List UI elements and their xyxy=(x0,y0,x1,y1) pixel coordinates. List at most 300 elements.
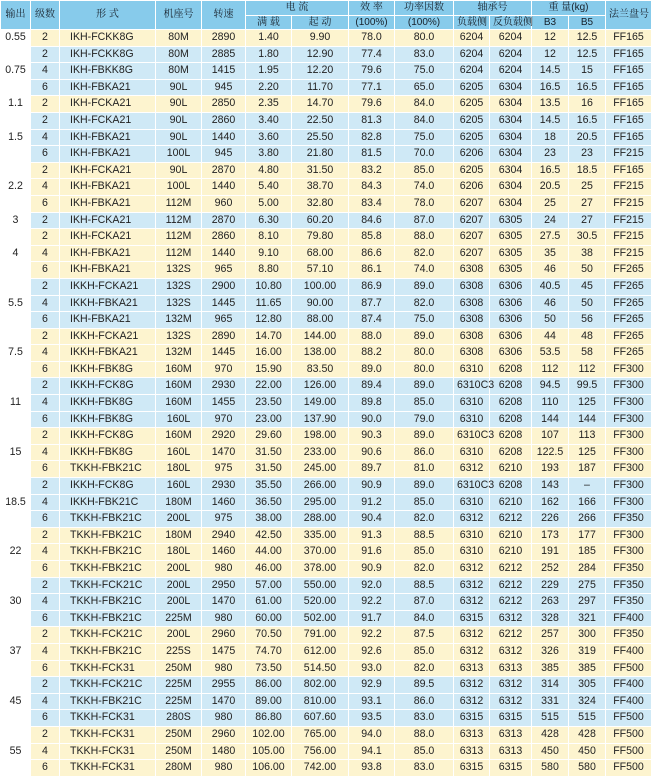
cell-poles: 6 xyxy=(31,461,60,478)
cell-current-full: 102.00 xyxy=(246,726,292,743)
cell-bearing-load: 6308 xyxy=(454,312,490,329)
cell-flange: FF265 xyxy=(606,262,652,279)
cell-current-start: 245.00 xyxy=(292,461,349,478)
cell-current-start: 266.00 xyxy=(292,478,349,495)
cell-output: 1.1 xyxy=(1,96,31,113)
cell-poles: 6 xyxy=(31,561,60,578)
cell-poles: 2 xyxy=(31,428,60,445)
cell-efficiency: 90.9 xyxy=(349,561,395,578)
cell-power-factor: 82.0 xyxy=(395,245,454,262)
cell-output: 11 xyxy=(1,378,31,428)
cell-bearing-load: 6315 xyxy=(454,760,490,777)
cell-speed: 960 xyxy=(202,195,246,212)
cell-model: IKKH-FBKA21 xyxy=(60,345,156,362)
table-row xyxy=(1,46,652,63)
cell-weight-b5: 166 xyxy=(569,494,606,511)
cell-current-start: 22.50 xyxy=(292,112,349,129)
cell-weight-b3: 16.5 xyxy=(532,79,569,96)
table-row xyxy=(1,245,652,262)
cell-flange: FF500 xyxy=(606,710,652,727)
cell-current-full: 74.70 xyxy=(246,643,292,660)
table-row xyxy=(1,577,652,594)
table-row xyxy=(1,328,652,345)
cell-bearing-counter: 6313 xyxy=(490,660,532,677)
cell-current-start: 68.00 xyxy=(292,245,349,262)
cell-weight-b5: 125 xyxy=(569,395,606,412)
cell-model: IKH-FBKA21 xyxy=(60,179,156,196)
cell-bearing-counter: 6304 xyxy=(490,79,532,96)
cell-bearing-counter: 6208 xyxy=(490,444,532,461)
cell-weight-b5: 319 xyxy=(569,643,606,660)
cell-efficiency: 87.4 xyxy=(349,312,395,329)
cell-power-factor: 83.0 xyxy=(395,46,454,63)
cell-weight-b5: 20.5 xyxy=(569,129,606,146)
cell-current-full: 31.50 xyxy=(246,461,292,478)
cell-current-full: 23.00 xyxy=(246,411,292,428)
cell-current-full: 8.10 xyxy=(246,229,292,246)
cell-output: 18.5 xyxy=(1,478,31,528)
cell-poles: 2 xyxy=(31,229,60,246)
cell-poles: 4 xyxy=(31,444,60,461)
cell-flange: FF500 xyxy=(606,743,652,760)
cell-speed: 1445 xyxy=(202,295,246,312)
cell-model: TKKH-FCK21C xyxy=(60,627,156,644)
cell-flange: FF215 xyxy=(606,245,652,262)
cell-bearing-counter: 6304 xyxy=(490,112,532,129)
header-model: 形 式 xyxy=(60,1,156,30)
cell-poles: 2 xyxy=(31,46,60,63)
cell-poles: 6 xyxy=(31,660,60,677)
cell-power-factor: 82.0 xyxy=(395,561,454,578)
cell-weight-b3: 24 xyxy=(532,212,569,229)
cell-frame: 250M xyxy=(156,743,202,760)
cell-model: TKKH-FBK21C xyxy=(60,544,156,561)
cell-weight-b3: 580 xyxy=(532,760,569,777)
cell-speed: 2860 xyxy=(202,229,246,246)
cell-speed: 1415 xyxy=(202,63,246,80)
cell-bearing-counter: 6204 xyxy=(490,30,532,47)
cell-speed: 1460 xyxy=(202,544,246,561)
cell-frame: 132M xyxy=(156,312,202,329)
cell-efficiency: 88.2 xyxy=(349,345,395,362)
cell-weight-b3: 16.5 xyxy=(532,162,569,179)
cell-output: 22 xyxy=(1,527,31,577)
table-row xyxy=(1,63,652,80)
table-row xyxy=(1,212,652,229)
cell-power-factor: 85.0 xyxy=(395,743,454,760)
cell-current-full: 3.60 xyxy=(246,129,292,146)
table-row xyxy=(1,643,652,660)
cell-model: IKKH-FBKA21 xyxy=(60,295,156,312)
cell-poles: 4 xyxy=(31,345,60,362)
cell-bearing-counter: 6306 xyxy=(490,345,532,362)
cell-weight-b5: 15 xyxy=(569,63,606,80)
cell-current-full: 86.00 xyxy=(246,677,292,694)
cell-efficiency: 78.0 xyxy=(349,30,395,47)
cell-power-factor: 65.0 xyxy=(395,79,454,96)
header-flange: 法兰盘号 xyxy=(606,1,652,30)
cell-efficiency: 91.7 xyxy=(349,610,395,627)
cell-bearing-counter: 6313 xyxy=(490,726,532,743)
cell-weight-b3: 14.5 xyxy=(532,63,569,80)
cell-bearing-counter: 6315 xyxy=(490,760,532,777)
cell-model: TKKH-FCK31 xyxy=(60,760,156,777)
cell-speed: 2870 xyxy=(202,212,246,229)
cell-current-start: 100.00 xyxy=(292,278,349,295)
cell-flange: FF300 xyxy=(606,544,652,561)
cell-poles: 6 xyxy=(31,262,60,279)
header-bearing: 轴承号 xyxy=(454,1,532,16)
cell-weight-b3: 53.5 xyxy=(532,345,569,362)
table-row xyxy=(1,527,652,544)
cell-current-full: 8.80 xyxy=(246,262,292,279)
cell-flange: FF400 xyxy=(606,677,652,694)
cell-weight-b5: 30.5 xyxy=(569,229,606,246)
cell-current-start: 126.00 xyxy=(292,378,349,395)
cell-model: IKH-FBKA21 xyxy=(60,79,156,96)
cell-current-start: 288.00 xyxy=(292,511,349,528)
cell-model: IKH-FCKA21 xyxy=(60,229,156,246)
cell-speed: 1440 xyxy=(202,129,246,146)
cell-weight-b3: 46 xyxy=(532,295,569,312)
cell-weight-b5: 385 xyxy=(569,660,606,677)
table-row xyxy=(1,345,652,362)
cell-frame: 180L xyxy=(156,461,202,478)
table-row xyxy=(1,129,652,146)
cell-speed: 965 xyxy=(202,262,246,279)
table-row xyxy=(1,743,652,760)
cell-weight-b3: 13.5 xyxy=(532,96,569,113)
cell-weight-b5: 99.5 xyxy=(569,378,606,395)
cell-bearing-load: 6312 xyxy=(454,594,490,611)
cell-current-start: 12.90 xyxy=(292,46,349,63)
cell-weight-b3: 162 xyxy=(532,494,569,511)
cell-output: 4 xyxy=(1,229,31,279)
cell-bearing-counter: 6212 xyxy=(490,511,532,528)
cell-flange: FF300 xyxy=(606,361,652,378)
cell-bearing-counter: 6312 xyxy=(490,677,532,694)
cell-power-factor: 75.0 xyxy=(395,129,454,146)
header-current: 电 流 xyxy=(246,1,349,16)
cell-efficiency: 84.6 xyxy=(349,212,395,229)
cell-current-start: 520.00 xyxy=(292,594,349,611)
cell-bearing-load: 6313 xyxy=(454,660,490,677)
cell-efficiency: 90.3 xyxy=(349,428,395,445)
cell-speed: 2890 xyxy=(202,328,246,345)
cell-efficiency: 92.2 xyxy=(349,627,395,644)
cell-poles: 2 xyxy=(31,162,60,179)
table-header xyxy=(1,1,652,30)
table-row xyxy=(1,411,652,428)
cell-frame: 200L xyxy=(156,577,202,594)
cell-weight-b3: 229 xyxy=(532,577,569,594)
cell-frame: 132M xyxy=(156,345,202,362)
cell-poles: 2 xyxy=(31,677,60,694)
cell-current-start: 31.50 xyxy=(292,162,349,179)
cell-flange: FF165 xyxy=(606,46,652,63)
cell-frame: 180L xyxy=(156,544,202,561)
cell-efficiency: 86.9 xyxy=(349,278,395,295)
cell-model: IKH-FBKA21 xyxy=(60,312,156,329)
cell-speed: 2850 xyxy=(202,96,246,113)
cell-poles: 2 xyxy=(31,726,60,743)
cell-flange: FF165 xyxy=(606,112,652,129)
cell-model: IKKH-FCK8G xyxy=(60,428,156,445)
cell-weight-b3: 12 xyxy=(532,30,569,47)
cell-weight-b5: 125 xyxy=(569,444,606,461)
cell-poles: 2 xyxy=(31,478,60,495)
cell-flange: FF165 xyxy=(606,129,652,146)
cell-flange: FF400 xyxy=(606,610,652,627)
cell-weight-b3: 20.5 xyxy=(532,179,569,196)
cell-power-factor: 87.0 xyxy=(395,594,454,611)
cell-bearing-load: 6205 xyxy=(454,96,490,113)
cell-speed: 2940 xyxy=(202,527,246,544)
cell-frame: 225M xyxy=(156,677,202,694)
cell-power-factor: 82.0 xyxy=(395,511,454,528)
cell-current-start: 198.00 xyxy=(292,428,349,445)
cell-current-full: 106.00 xyxy=(246,760,292,777)
cell-flange: FF265 xyxy=(606,312,652,329)
cell-speed: 945 xyxy=(202,146,246,163)
table-row xyxy=(1,30,652,47)
cell-current-start: 514.50 xyxy=(292,660,349,677)
cell-weight-b3: 252 xyxy=(532,561,569,578)
header-current-full: 满 载 xyxy=(246,16,292,30)
cell-weight-b5: 275 xyxy=(569,577,606,594)
cell-efficiency: 77.4 xyxy=(349,46,395,63)
cell-current-full: 61.00 xyxy=(246,594,292,611)
cell-poles: 6 xyxy=(31,146,60,163)
cell-poles: 6 xyxy=(31,411,60,428)
table-row xyxy=(1,660,652,677)
cell-bearing-load: 6310 xyxy=(454,494,490,511)
cell-poles: 4 xyxy=(31,494,60,511)
cell-weight-b3: 107 xyxy=(532,428,569,445)
cell-weight-b5: 185 xyxy=(569,544,606,561)
cell-poles: 2 xyxy=(31,527,60,544)
cell-speed: 980 xyxy=(202,760,246,777)
cell-current-full: 60.00 xyxy=(246,610,292,627)
cell-flange: FF400 xyxy=(606,693,652,710)
cell-bearing-load: 6312 xyxy=(454,461,490,478)
cell-current-full: 4.80 xyxy=(246,162,292,179)
cell-weight-b3: 94.5 xyxy=(532,378,569,395)
cell-current-full: 105.00 xyxy=(246,743,292,760)
cell-efficiency: 91.2 xyxy=(349,494,395,511)
cell-power-factor: 84.0 xyxy=(395,610,454,627)
cell-weight-b3: 110 xyxy=(532,395,569,412)
cell-bearing-counter: 6312 xyxy=(490,693,532,710)
cell-poles: 2 xyxy=(31,112,60,129)
cell-weight-b5: 321 xyxy=(569,610,606,627)
cell-efficiency: 89.0 xyxy=(349,361,395,378)
cell-poles: 4 xyxy=(31,544,60,561)
cell-weight-b5: 50 xyxy=(569,295,606,312)
cell-current-start: 9.90 xyxy=(292,30,349,47)
cell-flange: FF265 xyxy=(606,328,652,345)
cell-current-start: 612.00 xyxy=(292,643,349,660)
cell-model: IKH-FCKA21 xyxy=(60,112,156,129)
cell-model: TKKH-FCK31 xyxy=(60,743,156,760)
table-row xyxy=(1,693,652,710)
cell-bearing-counter: 6212 xyxy=(490,627,532,644)
cell-weight-b3: 18 xyxy=(532,129,569,146)
cell-weight-b5: 112 xyxy=(569,361,606,378)
cell-frame: 180M xyxy=(156,494,202,511)
cell-bearing-load: 6308 xyxy=(454,262,490,279)
cell-frame: 132S xyxy=(156,328,202,345)
table-row xyxy=(1,561,652,578)
cell-poles: 6 xyxy=(31,312,60,329)
cell-flange: FF400 xyxy=(606,643,652,660)
table-row xyxy=(1,710,652,727)
cell-model: TKKH-FBK21C xyxy=(60,461,156,478)
cell-power-factor: 85.0 xyxy=(395,162,454,179)
cell-speed: 2890 xyxy=(202,30,246,47)
cell-current-start: 149.00 xyxy=(292,395,349,412)
cell-frame: 200L xyxy=(156,561,202,578)
cell-efficiency: 94.0 xyxy=(349,726,395,743)
cell-speed: 980 xyxy=(202,561,246,578)
cell-poles: 6 xyxy=(31,195,60,212)
cell-model: TKKH-FBK21C xyxy=(60,693,156,710)
cell-weight-b3: 328 xyxy=(532,610,569,627)
cell-frame: 280S xyxy=(156,710,202,727)
cell-bearing-counter: 6210 xyxy=(490,461,532,478)
table-row xyxy=(1,162,652,179)
cell-frame: 160M xyxy=(156,378,202,395)
cell-model: TKKH-FBK21C xyxy=(60,594,156,611)
cell-current-start: 791.00 xyxy=(292,627,349,644)
cell-flange: FF300 xyxy=(606,494,652,511)
cell-bearing-counter: 6208 xyxy=(490,411,532,428)
cell-speed: 2960 xyxy=(202,726,246,743)
cell-bearing-load: 6308 xyxy=(454,295,490,312)
cell-model: IKKH-FBK21C xyxy=(60,494,156,511)
cell-bearing-load: 6310 xyxy=(454,411,490,428)
cell-current-start: 25.50 xyxy=(292,129,349,146)
cell-frame: 225M xyxy=(156,693,202,710)
cell-efficiency: 94.1 xyxy=(349,743,395,760)
cell-bearing-counter: 6305 xyxy=(490,245,532,262)
cell-efficiency: 89.7 xyxy=(349,461,395,478)
cell-current-full: 3.40 xyxy=(246,112,292,129)
cell-bearing-counter: 6208 xyxy=(490,395,532,412)
cell-speed: 2885 xyxy=(202,46,246,63)
cell-bearing-load: 6312 xyxy=(454,677,490,694)
cell-current-start: 79.80 xyxy=(292,229,349,246)
cell-current-start: 38.70 xyxy=(292,179,349,196)
cell-frame: 80M xyxy=(156,46,202,63)
table-row xyxy=(1,594,652,611)
cell-current-full: 38.00 xyxy=(246,511,292,528)
cell-power-factor: 74.0 xyxy=(395,262,454,279)
cell-bearing-load: 6313 xyxy=(454,726,490,743)
cell-poles: 2 xyxy=(31,577,60,594)
cell-frame: 90L xyxy=(156,162,202,179)
cell-current-full: 22.00 xyxy=(246,378,292,395)
table-row xyxy=(1,461,652,478)
cell-model: IKKH-FBK8G xyxy=(60,444,156,461)
cell-power-factor: 83.0 xyxy=(395,710,454,727)
cell-flange: FF165 xyxy=(606,79,652,96)
cell-efficiency: 93.5 xyxy=(349,710,395,727)
cell-flange: FF165 xyxy=(606,63,652,80)
cell-current-full: 89.00 xyxy=(246,693,292,710)
cell-bearing-counter: 6306 xyxy=(490,312,532,329)
cell-bearing-load: 6207 xyxy=(454,195,490,212)
cell-efficiency: 93.0 xyxy=(349,660,395,677)
cell-bearing-load: 6207 xyxy=(454,229,490,246)
header-weight: 重 量(kg) xyxy=(532,1,606,16)
cell-model: IKH-FCKA21 xyxy=(60,162,156,179)
table-row xyxy=(1,511,652,528)
cell-bearing-counter: 6305 xyxy=(490,262,532,279)
cell-speed: 1475 xyxy=(202,643,246,660)
cell-output: 0.75 xyxy=(1,46,31,96)
cell-weight-b5: 16.5 xyxy=(569,112,606,129)
cell-model: IKH-FCKK8G xyxy=(60,30,156,47)
cell-model: TKKH-FBK21C xyxy=(60,511,156,528)
cell-weight-b3: 191 xyxy=(532,544,569,561)
cell-efficiency: 81.3 xyxy=(349,112,395,129)
cell-efficiency: 83.4 xyxy=(349,195,395,212)
cell-model: IKKH-FCK8G xyxy=(60,378,156,395)
cell-efficiency: 90.0 xyxy=(349,411,395,428)
cell-flange: FF300 xyxy=(606,527,652,544)
cell-bearing-counter: 6304 xyxy=(490,179,532,196)
cell-frame: 132S xyxy=(156,278,202,295)
cell-efficiency: 89.4 xyxy=(349,378,395,395)
cell-bearing-counter: 6208 xyxy=(490,361,532,378)
cell-flange: FF500 xyxy=(606,660,652,677)
cell-speed: 1470 xyxy=(202,594,246,611)
cell-frame: 200L xyxy=(156,594,202,611)
cell-poles: 2 xyxy=(31,212,60,229)
cell-current-start: 335.00 xyxy=(292,527,349,544)
cell-current-start: 607.60 xyxy=(292,710,349,727)
cell-bearing-counter: 6304 xyxy=(490,129,532,146)
header-bearing-load: 负载侧 xyxy=(454,16,490,30)
table-row xyxy=(1,494,652,511)
cell-weight-b3: 25 xyxy=(532,195,569,212)
cell-current-full: 57.00 xyxy=(246,577,292,594)
cell-bearing-load: 6312 xyxy=(454,693,490,710)
cell-bearing-load: 6310C3 xyxy=(454,378,490,395)
cell-power-factor: 75.0 xyxy=(395,312,454,329)
cell-current-full: 2.20 xyxy=(246,79,292,96)
cell-bearing-load: 6207 xyxy=(454,245,490,262)
cell-power-factor: 85.0 xyxy=(395,494,454,511)
cell-poles: 6 xyxy=(31,79,60,96)
cell-poles: 4 xyxy=(31,245,60,262)
cell-poles: 2 xyxy=(31,328,60,345)
cell-weight-b5: 284 xyxy=(569,561,606,578)
cell-weight-b3: 385 xyxy=(532,660,569,677)
cell-weight-b5: 16 xyxy=(569,96,606,113)
cell-efficiency: 87.7 xyxy=(349,295,395,312)
cell-speed: 1440 xyxy=(202,179,246,196)
cell-weight-b3: 112 xyxy=(532,361,569,378)
cell-current-full: 14.70 xyxy=(246,328,292,345)
header-power-factor-unit: (100%) xyxy=(395,16,454,30)
cell-efficiency: 88.0 xyxy=(349,328,395,345)
cell-current-full: 70.50 xyxy=(246,627,292,644)
table-row xyxy=(1,544,652,561)
cell-power-factor: 80.0 xyxy=(395,345,454,362)
cell-bearing-load: 6206 xyxy=(454,179,490,196)
